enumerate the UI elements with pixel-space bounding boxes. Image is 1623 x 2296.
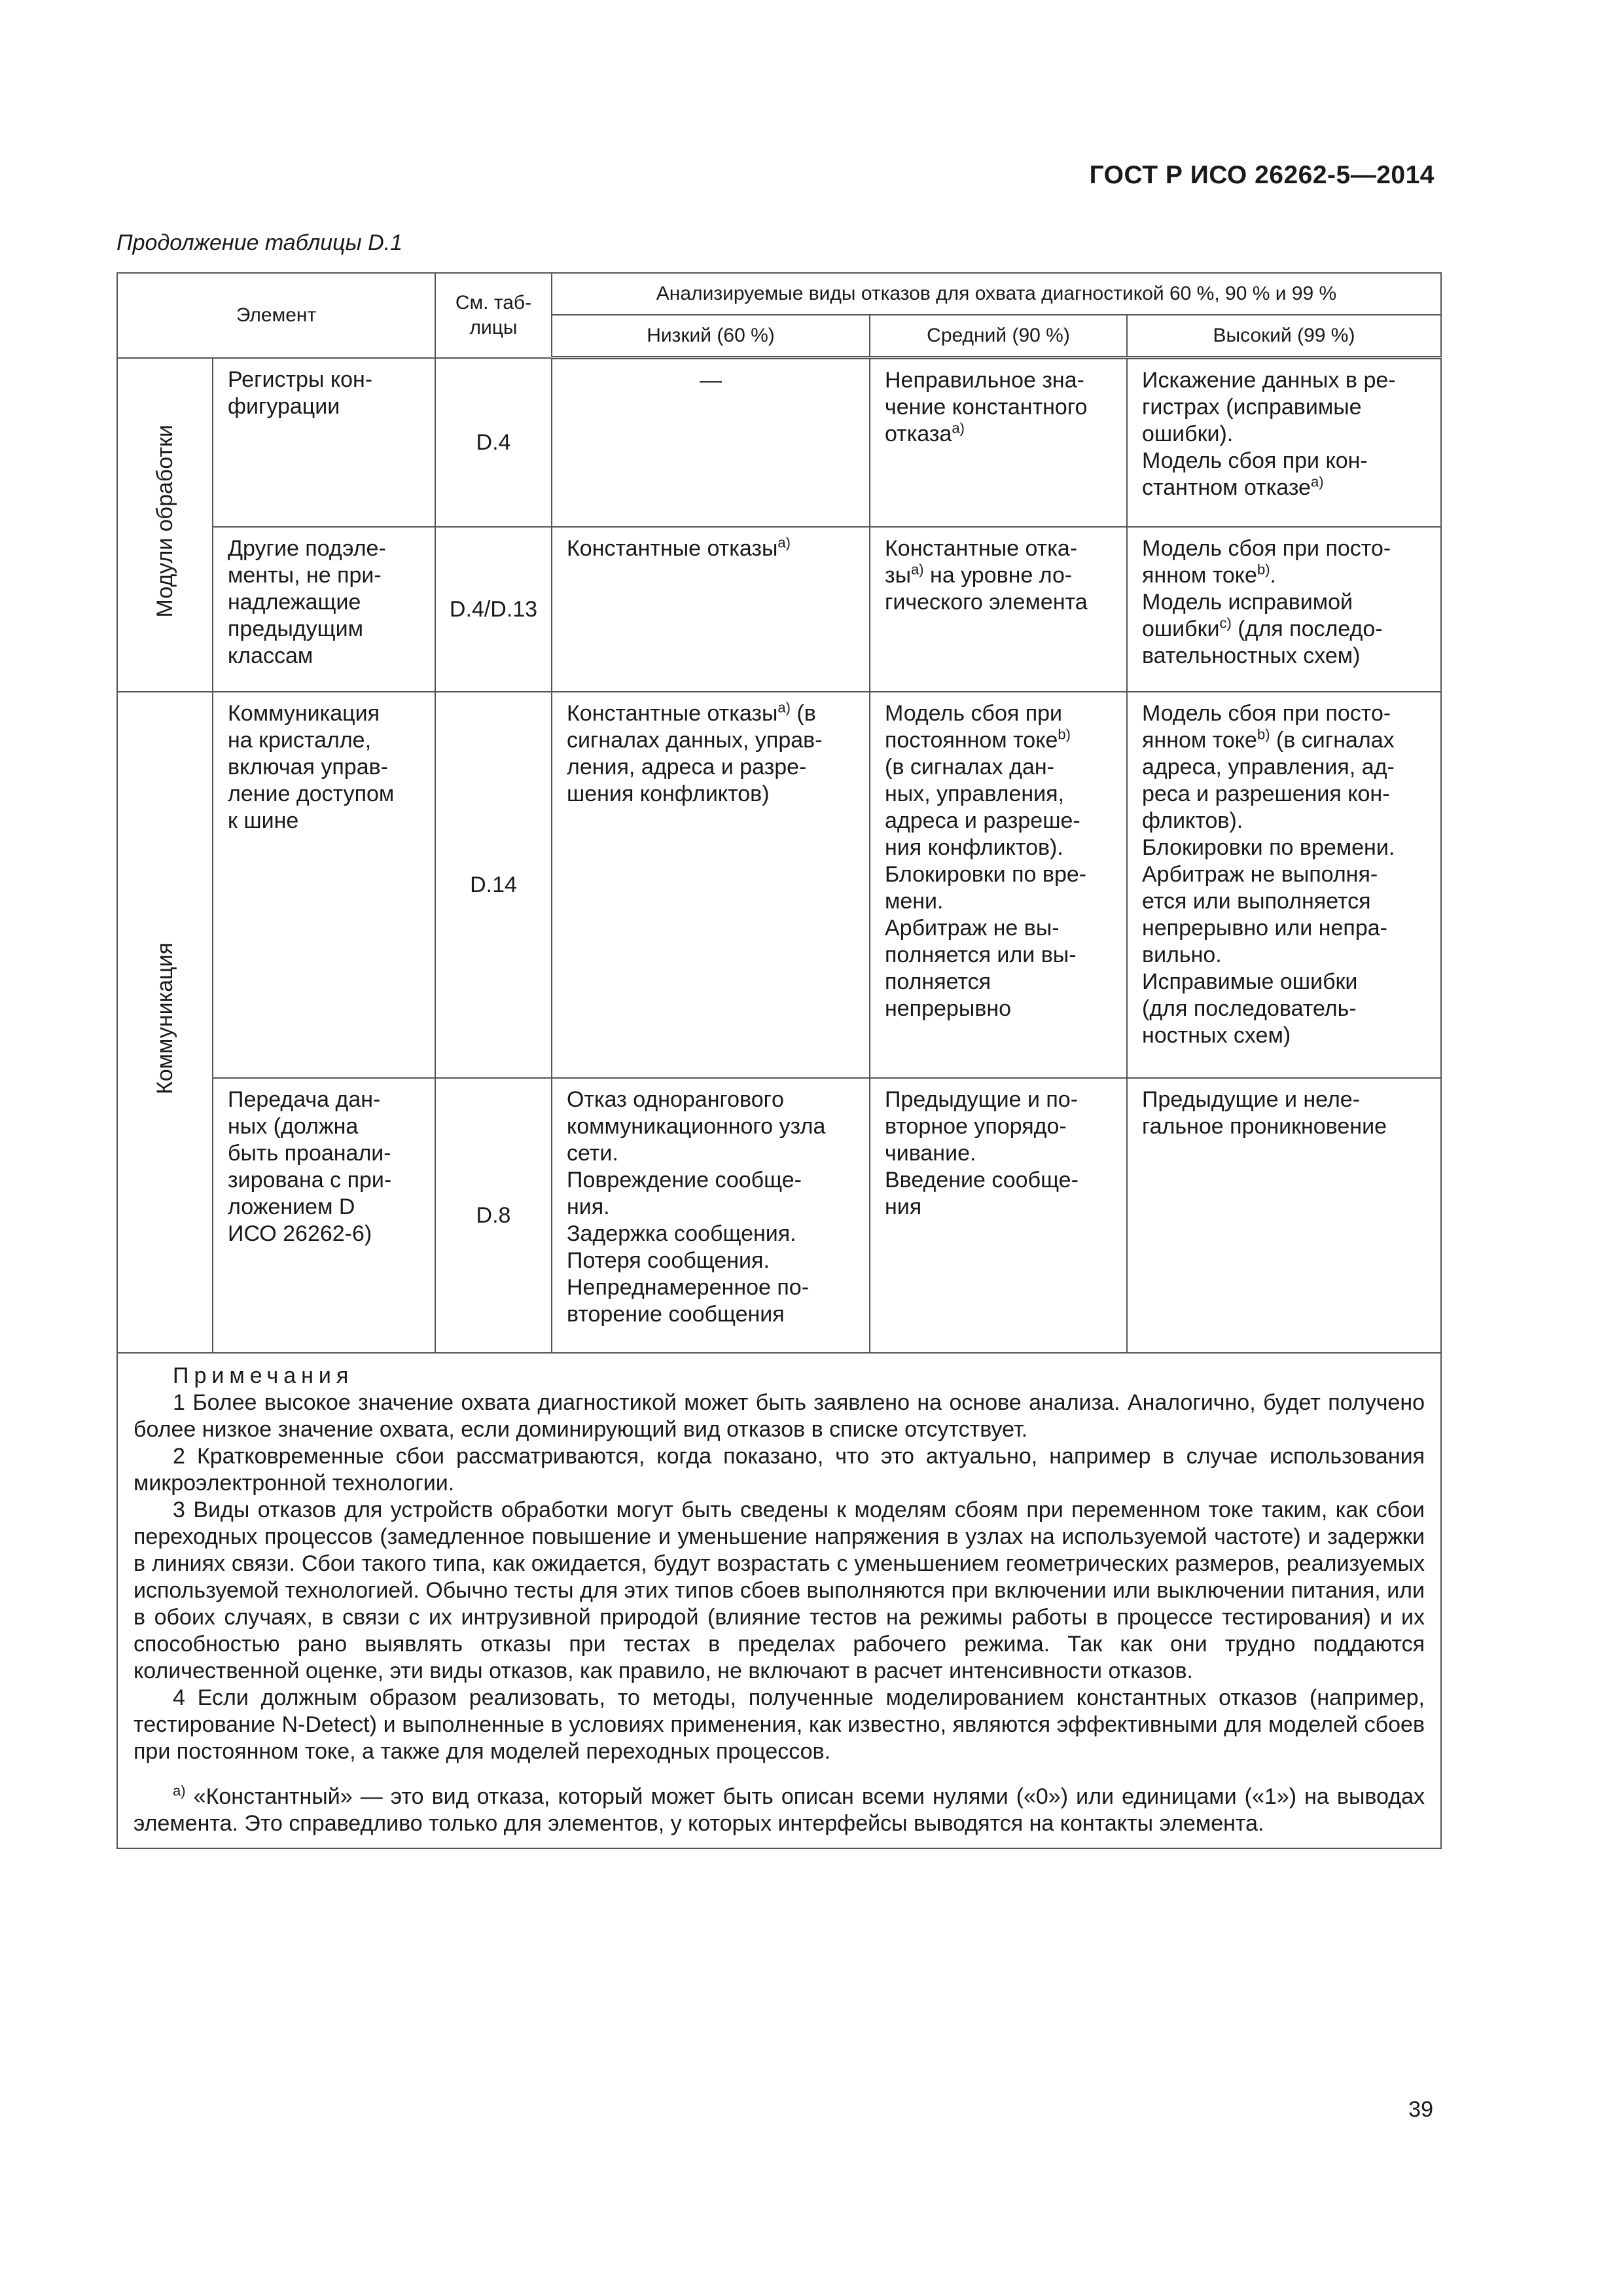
- footnote: $^{a)}$ «Константный» — это вид отказа, который может быть описан всеми нулями («0») или единицами («1») на выводах элемента. Это справедливо только для элементов, у которых интерфейсы выводятся на контакты элемента.: [134, 1782, 1425, 1836]
- table-caption: Продолжение таблицы D.1: [116, 230, 402, 255]
- element-config-registers: Регистры кон- фигурации: [213, 358, 435, 527]
- element-on-chip-communication: Коммуникация на кристалле, включая управ- ление доступом к шине: [213, 692, 435, 1078]
- header-analyzed-failure-modes: Анализируемые виды отказов для охвата диагностикой 60 %, 90 % и 99 %: [552, 273, 1441, 315]
- header-high: Высокий (99 %): [1127, 315, 1441, 358]
- table-row: [117, 358, 1441, 527]
- low-cell: —: [552, 358, 870, 527]
- note-item: 1 Более высокое значение охвата диагностикой может быть заявлено на основе анализа. Аналогично, будет получено более низкое значение охвата, если доминирующий вид отказов в списке отсутствует.: [134, 1390, 1425, 1442]
- table-row: [117, 692, 1441, 1078]
- low-cell: Константные отказы$^{a)}$ (в сигналах данных, управ- ления, адреса и разре- шения конфликтов): [552, 692, 870, 1078]
- element-data-transfer: Передача дан- ных (должна быть проанали- зирована с при- ложением D ИСО 26262-6): [213, 1078, 435, 1353]
- header-element: Элемент: [117, 273, 435, 358]
- notes-block: [117, 1353, 1441, 1848]
- ref-cell: D.14: [435, 692, 552, 1078]
- header-low: Низкий (60 %): [552, 315, 870, 358]
- note-item: 3 Виды отказов для устройств обработки могут быть сведены к моделям сбоям при переменном токе таким, как сбои переходных процессов (замедленное повышение и уменьшение напряжения в узлах на используемой частоте) и задержки в линиях связи. Сбои такого типа, как ожидается, будут возрастать с уменьшением геометрических размеров, реализуемых используемой технологией. Обычно тесты для этих типов сбоев выполняются при включении или выключении питания, или в обоих случаях, в связи с их интрузивной природой (влияние тестов на режимы работы в процессе тестирования) и их способностью рано выявлять отказы при тестах в пределах рабочего режима. Так как они трудно поддаются количественной оценке, эти виды отказов, как правило, не включают в расчет интенсивности отказов.: [134, 1497, 1425, 1683]
- table-row: [117, 1078, 1441, 1353]
- element-other-subelements: Другие подэле- менты, не при- надлежащие предыдущим классам: [213, 527, 435, 692]
- group-label-communication: Коммуникация: [117, 692, 213, 1353]
- medium-cell: Модель сбоя при постоянном токе$^{b)}$ (в сигналах дан- ных, управления, адреса и разреше- ния конфликтов). Блокировки по вре- мени. Арбитраж не вы- полняется или вы- полняется непрерывно: [870, 692, 1127, 1078]
- medium-cell: Неправильное зна- чение константного отказа$^{a)}$: [870, 358, 1127, 527]
- table-row: [117, 527, 1441, 692]
- medium-cell: Предыдущие и по- вторное упорядо- чивание. Введение сообще- ния: [870, 1078, 1127, 1353]
- header-see-table: См. таб- лицы: [435, 273, 552, 358]
- ref-cell: D.8: [435, 1078, 552, 1353]
- low-cell: Константные отказы$^{a)}$: [552, 527, 870, 692]
- medium-cell: Константные отка- $зы^{a)}$ на уровне ло- гического элемента: [870, 527, 1127, 692]
- notes-title: Примечания: [173, 1363, 354, 1388]
- failure-modes-table: [116, 272, 1442, 1849]
- page-number: 39: [1408, 2097, 1433, 2122]
- group-label-processing: Модули обработки: [117, 358, 213, 692]
- ref-cell: D.4: [435, 358, 552, 527]
- high-cell: Модель сбоя при посто- янном токе$^{b)}$. Модель исправимой ошибки$^{c)}$ (для последо- вательностных схем): [1127, 527, 1441, 692]
- standard-number: ГОСТ Р ИСО 26262-5—2014: [1089, 161, 1435, 189]
- ref-cell: D.4/D.13: [435, 527, 552, 692]
- note-item: 2 Кратковременные сбои рассматриваются, когда показано, что это актуально, например в случае использования микроэлектронной технологии.: [134, 1443, 1425, 1496]
- note-item: 4 Если должным образом реализовать, то методы, полученные моделированием константных отказов (например, тестирование N-Detect) и выполненные в условиях применения, как известно, являются эффективными для моделей сбоев при постоянном токе, а также для моделей переходных процессов.: [134, 1685, 1425, 1764]
- low-cell: Отказ одноранговогo коммуникационного узла сети. Повреждение сообще- ния. Задержка сообщения. Потеря сообщения. Непреднамеренное по- вторение сообщения: [552, 1078, 870, 1353]
- high-cell: Модель сбоя при посто- янном токе$^{b)}$ (в сигналах адреса, управления, ад- реса и разрешения кон- фликтов). Блокировки по времени. Арбитраж не выполня- ется или выполняется непрерывно или непра- вильно. Исправимые ошибки (для последователь- ностных схем): [1127, 692, 1441, 1078]
- high-cell: Искажение данных в ре- гистрах (исправимые ошибки). Модель сбоя при кон- стантном отказе$^{a)}$: [1127, 358, 1441, 527]
- header-medium: Средний (90 %): [870, 315, 1127, 358]
- high-cell: Предыдущие и неле- гальное проникновение: [1127, 1078, 1441, 1353]
